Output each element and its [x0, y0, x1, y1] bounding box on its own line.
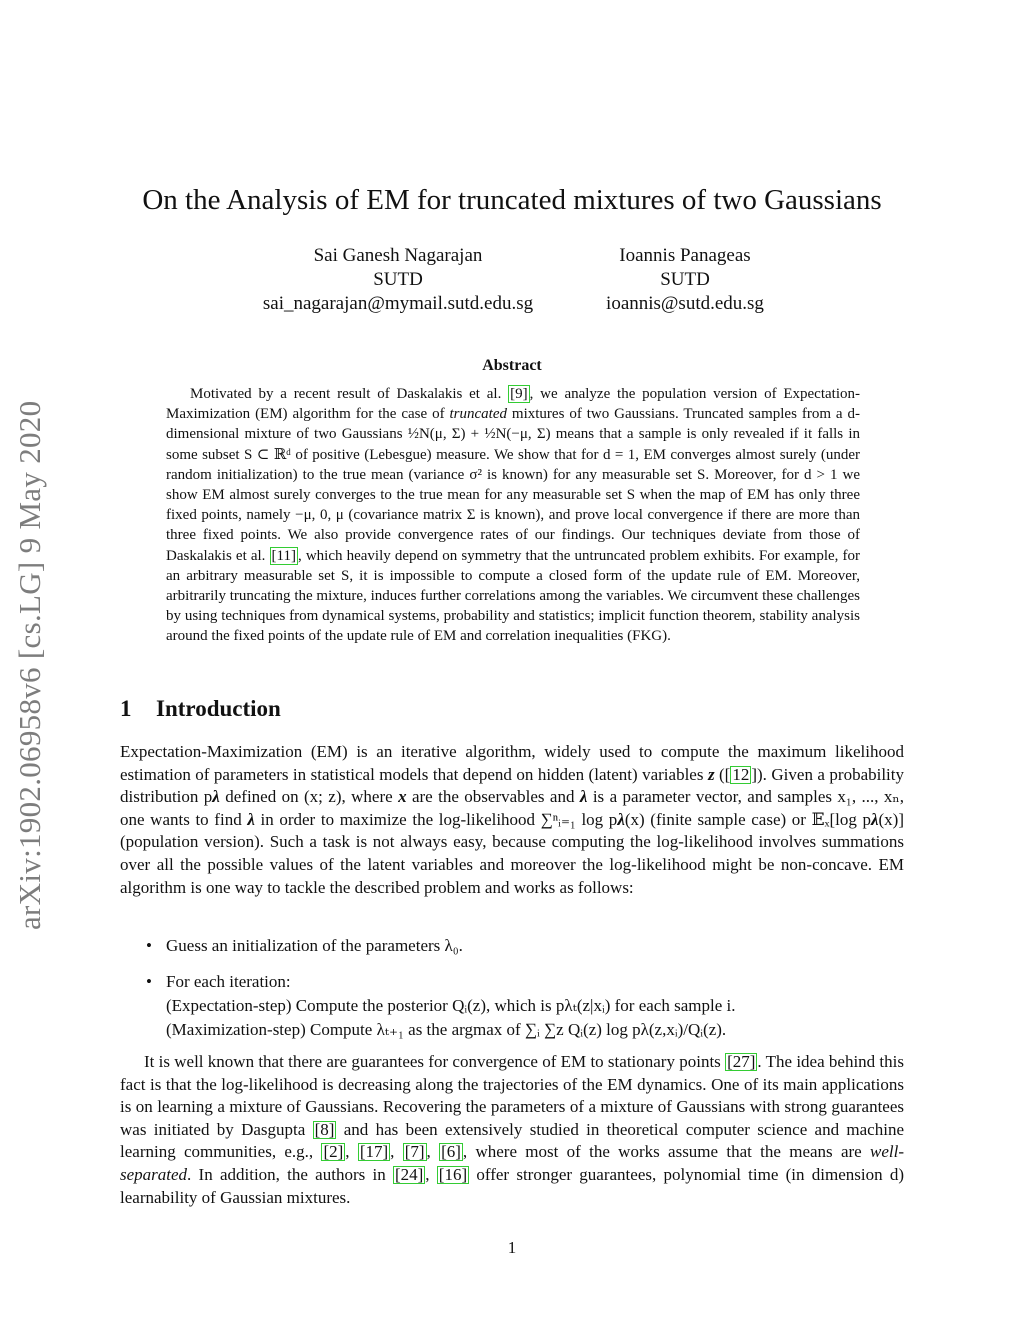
list-item: • For each iteration: (Expectation-step) Compute the posterior Qᵢ(z), which is pλₜ(z|xᵢ) for each sample i. (Maximization-step) Compute λₜ₊₁ as the argmax of ∑ᵢ ∑z Qᵢ(z) log pλ(z,xᵢ)/Qᵢ(z).	[146, 972, 736, 1039]
em-steps-list	[146, 934, 906, 1042]
author-block-1	[248, 244, 548, 316]
paper-title: On the Analysis of EM for truncated mixtures of two Gaussians	[142, 184, 882, 216]
author-name: Sai Ganesh Nagarajan	[313, 245, 483, 266]
citation-link[interactable]: [8]	[314, 1119, 335, 1139]
citation-link[interactable]: [16]	[438, 1164, 468, 1184]
author-affiliation: SUTD	[660, 269, 710, 290]
page-number: 1	[507, 1238, 517, 1257]
section-number: 1	[120, 696, 132, 721]
author-email: sai_nagarajan@mymail.sutd.edu.sg	[262, 293, 534, 314]
citation-link[interactable]: [27]	[727, 1052, 756, 1071]
citation-link[interactable]: 12	[732, 764, 750, 784]
list-item: • Guess an initialization of the parameters λ₀.	[146, 934, 906, 958]
citation-link[interactable]: [6]	[441, 1142, 461, 1162]
bullet-icon: •	[146, 936, 152, 955]
intro-paragraph: Expectation-Maximization (EM) is an iterative algorithm, widely used to compute the maximum likelihood estimation of parameters in statistical models that depend on hidden (latent) variables z ([ 12 ]). Given a probability distribution pλ defined on (x; z), where x are the observables and λ is a parameter vector, and samples x₁, ..., xₙ, one wants to find λ in order to maximize the log-likelihood ∑ⁿᵢ₌₁ log pλ(x) (finite sample case) or 𝔼ₓ[log pλ(x)] (population version). Such a task is not always easy, because computing the log-likelihood involves summations over all the possible values of the latent variables and moreover the log-likelihood might be non-concave. EM algorithm is one way to tackle the described problem and works as follows:	[120, 742, 905, 897]
abstract-body: Motivated by a recent result of Daskalakis et al. [9] , we analyze the population version of Expectation-Maximization (EM) algorithm for the case of truncated mixtures of two Gaussians. Truncated samples from a d-dimensional mixture of two Gaussians ½N(μ, Σ) + ½N(−μ, Σ) means that a sample is only revealed if it falls in some subset S ⊂ ℝᵈ of positive (Lebesgue) measure. We show that for d = 1, EM converges almost surely (under random initialization) to the true mean (variance σ² is known) for any measurable set S. Moreover, for d > 1 we show EM almost surely converges to the true mean for any measurable set S when the map of EM has only three fixed points, namely −μ, 0, μ (covariance matrix Σ is known), and prove local convergence if there are more than three fixed points. We also provide convergence rates of our findings. Our techniques deviate from those of Daskalakis et al. [11] , which heavily depend on symmetry that the untruncated problem exhibits. For example, for an arbitrary measurable set S, it is impossible to compute a closed form of the update rule of EM. Moreover, arbitrarily truncating the mixture, induces further correlations among the variables. We circumvent these challenges by using techniques from dynamical systems, probability and statistics; implicit function theorem, stability analysis around the fixed points of the update rule of EM and correlation inequalities (FKG).	[166, 386, 861, 645]
section-heading	[120, 696, 281, 722]
author-affiliation: SUTD	[373, 269, 423, 290]
citation-link[interactable]: [24]	[394, 1164, 424, 1184]
citation-link[interactable]: [9]	[510, 386, 528, 402]
section-title: Introduction	[156, 696, 281, 721]
abstract-heading: Abstract	[482, 357, 542, 374]
author-block-2	[580, 244, 790, 316]
citation-link[interactable]: [2]	[323, 1142, 344, 1162]
citation-link[interactable]: [11]	[271, 547, 296, 564]
author-name: Ioannis Panageas	[619, 245, 751, 266]
bullet-icon: •	[146, 972, 152, 991]
author-email: ioannis@sutd.edu.sg	[606, 293, 764, 314]
citation-link[interactable]: [17]	[359, 1142, 389, 1162]
citation-link[interactable]: [7]	[404, 1142, 425, 1162]
intro-paragraph-2: It is well known that there are guarantees for convergence of EM to stationary points [27] . The idea behind this fact is that the log-likelihood is decreasing along the trajectories of the EM dynamics. One of its main applications is on learning a mixture of Gaussians. Recovering the parameters of a mixture of Gaussians with strong guarantees was initiated by Dasgupta [8] and has been extensively studied in theoretical computer science and machine learning communities, e.g., [2] , [17] , [7] , [6] , where most of the works assume that the means are well-separated. In addition, the authors in [24] , [16] offer stronger guarantees, polynomial time (in dimension d) learnability of Gaussian mixtures.	[120, 1052, 905, 1207]
arxiv-identifier-stamp: arXiv:1902.06958v6 [cs.LG] 9 May 2020	[12, 400, 47, 930]
